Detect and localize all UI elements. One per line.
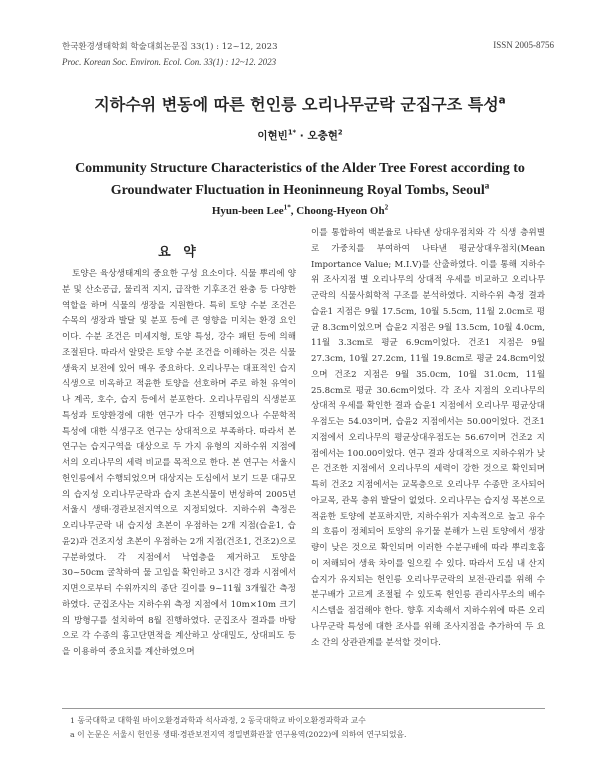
footnotes — [70, 714, 407, 742]
author-1-en-mark: 1* — [283, 203, 291, 212]
english-title — [50, 158, 550, 202]
korean-title-footnote-mark: a — [498, 94, 506, 107]
english-title-footnote-mark: a — [484, 180, 490, 191]
english-title-text: Community Structure Characteristics of the Alder Tree Forest according to Groundwater Fluctuation in Heoninneung Royal Tombs, Seoul — [75, 161, 525, 198]
abstract-paragraph-left: 토양은 육상생태계의 중요한 구성 요소이다. 식물 뿌리에 양분 및 산소공급, 물리적 지지, 급작한 기후조건 완충 등 다양한 역할을 하며 식물의 생장을 지원한다. 특히 토양 수분 조건은 수목의 생장과 발달 및 분포 등에 큰 영향을 미치는 환경 요인이다. 수분 조건은 미세지형, 토양 특성, 강수 패턴 등에 의해 조절된다. 따라서 알맞은 토양 수분 조건을 이해하는 것은 식물 생육지 보전에 있어 매우 중요하다. 오리나무는 대표적인 습지식생으로 비옥하고 적윤한 토양을 선호하며 주로 하천 유역이나 계곡, 호수, 습지 등에서 분포한다. 오리나무림의 식생분포 특성과 토양환경에 대한 연구가 다수 진행되었으나 수문학적 특성에 대한 식생구조 연구는 상대적으로 부족하다. 따라서 본 연구는 습지구역을 대상으로 두 가지 유형의 지하수위 지점에서의 오리나무의 세력 비교를 목적으로 한다. 본 연구는 서울시 헌인릉에서 수행되었으며 대상지는 도심에서 보기 드문 대규모의 습지성 오리나무군락과 습지 초본식물이 번성하여 2005년 서울시 생태·경관보전지역으로 지정되었다. 지하수위 측정은 오리나무군락 내 습지성 초본이 우점하는 2개 지점(습윤1, 습윤2)과 건조지성 초본이 우점하는 2개 지점(건조1, 건조2)으로 구분하였다. 각 지점에서 낙엽층을 제거하고 토양을 30~50cm 굴착하여 물 고임을 확인하고 3시간 경과 시점에서 지면으로부터 수위까지의 종단 길이를 9~11월 3개월간 측정하였다. 군집조사는 지하수위 측정 지점에서 10m×10m 크기의 방형구를 설치하여 8월 진행하였다. 군집조사 결과를 바탕으로 각 수종의 흉고단면적을 계산하고 상대밀도, 상대피도 등을 이용하여 중요치를 계산하였으며 — [62, 269, 296, 657]
author-1-kr-mark: 1* — [287, 128, 297, 137]
korean-title-text: 지하수위 변동에 따른 헌인릉 오리나무군락 군집구조 특성 — [94, 95, 499, 114]
footnote-affiliations: 1 동국대학교 대학원 바이오환경과학과 석사과정, 2 동국대학교 바이오환경과학과 교수 — [70, 716, 366, 725]
author-2-en: Choong-Hyeon Oh — [296, 205, 385, 217]
abstract-right-column — [311, 226, 545, 651]
author-2-kr: 오충현 — [307, 130, 338, 142]
abstract-heading: 요 약 — [158, 245, 200, 260]
author-2-en-mark: 2 — [384, 203, 389, 212]
author-1-kr: 이현빈 — [257, 130, 288, 142]
journal-citation-english: Proc. Korean Soc. Environ. Ecol. Con. 33(1) : 12~12. 2023 — [62, 57, 277, 67]
journal-citation-korean: 한국환경생태학회 학술대회논문집 33(1) : 12~12, 2023 — [62, 42, 278, 52]
korean-authors — [0, 128, 600, 143]
author-2-kr-mark: 2 — [337, 128, 343, 137]
author-separator-en: , — [290, 205, 297, 217]
footnote-divider — [62, 708, 545, 709]
abstract-left-column — [62, 243, 296, 661]
issn: ISSN 2005-8756 — [493, 40, 554, 50]
author-1-en: Hyun-been Lee — [211, 205, 284, 217]
korean-title — [0, 92, 600, 115]
footnote-funding: a 이 논문은 서울시 헌인릉 생태·경관보전지역 정밀변화관찰 연구용역(2022)에 의하여 연구되었음. — [70, 730, 407, 739]
english-authors — [0, 205, 600, 217]
author-separator-kr: · — [296, 130, 308, 142]
abstract-paragraph-right: 이를 통합하여 백분율로 나타낸 상대우점치와 각 식생 층위별로 가중치를 부여하여 나타낸 평균상대우점치(Mean Importance Value; M.I.V)를 산출하였다. 이를 통해 지하수위 조사지점 별 오리나무의 상대적 우세를 비교하고 오리나무군락의 식물사회학적 구조를 분석하였다. 지하수위 측정 결과 습윤1 지점은 9월 17.5cm, 10월 5.5cm, 11월 2.0cm로 평균 8.3cm이었으며 습윤2 지점은 9월 13.5cm, 10월 4.0cm, 11월 3.3cm로 평균 6.9cm이었다. 건조1 지점은 9월 27.3cm, 10월 27.2cm, 11월 19.8cm로 평균 24.8cm이었으며 건조2 지점은 9월 35.0cm, 10월 31.0cm, 11월 25.8cm로 평균 30.6cm이었다. 각 조사 지점의 오리나무의 상대적 우세를 확인한 결과 습윤1 지점에서 오리나무 평균상대우점도는 54.03이며, 습윤2 지점에서는 50.00이었다. 건조1 지점에서 오리나무의 평균상대우점도는 56.67이며 건조2 지점에서는 100.00이었다. 연구 결과 상대적으로 지하수위가 낮은 건조한 지점에서 오리나무의 세력이 강한 것으로 확인되며 특히 건조2 지점에서는 교목층으로 오리나무 수종만 조사되어 아교목, 관목 층위 발달이 없었다. 오리나무는 습지성 목본으로 적윤한 토양에 분포하지만, 지하수위가 지속적으로 높고 유수의 흐름이 정체되어 토양의 유기물 분해가 느린 토양에서 생장량이 낮은 것으로 확인되며 이러한 수분구배에 따라 뿌리호흡이 저해되어 생육 차이를 일으킬 수 있다. 따라서 도심 내 산지습지가 유지되는 헌인릉 오리나무군락의 보전·관리를 위해 수분구배가 고르게 조절될 수 있도록 헌인릉 관리사무소의 배수시스템을 점검해야 한다. 향후 지속해서 지하수위에 따른 오리나무군락 특성에 대한 조사를 위해 조사지점을 추가하여 두 요소 간의 상관관계를 분석할 것이다. — [311, 228, 545, 648]
